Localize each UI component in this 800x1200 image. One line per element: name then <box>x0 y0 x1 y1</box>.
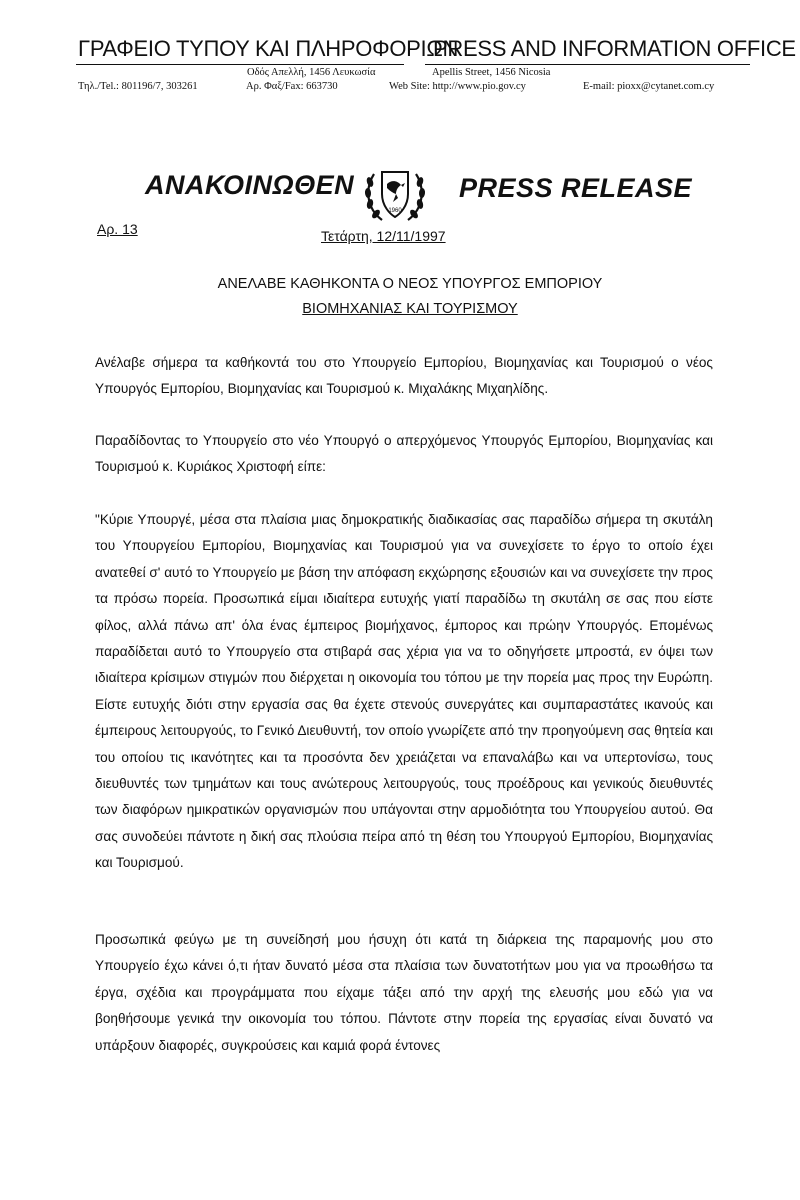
release-number: Αρ. 13 <box>97 221 138 237</box>
headline-line-2: ΒΙΟΜΗΧΑΝΙΑΣ ΚΑΙ ΤΟΥΡΙΣΜΟΥ <box>302 301 518 317</box>
greek-address: Οδός Απελλή, 1456 Λευκωσία <box>247 67 376 78</box>
svg-text:1960: 1960 <box>388 208 402 214</box>
release-date: Τετάρτη, 12/11/1997 <box>321 228 446 244</box>
telephone: Τηλ./Tel.: 801196/7, 303261 <box>78 81 198 92</box>
fax: Αρ. Φαξ/Fax: 663730 <box>246 81 338 92</box>
body-paragraph-2: Παραδίδοντας το Υπουργείο στο νέο Υπουργό ο απερχόμενος Υπουργός Εμπορίου, Βιομηχανίας και Τουρισμού κ. Κυριάκος Χριστοφή είπε: <box>95 433 713 475</box>
body-paragraph-4: Προσωπικά φεύγω με τη συνείδησή μου ήσυχη ότι κατά τη διάρκεια της παραμονής μου στο Υπουργείο έχω κάνει ό,τι ήταν δυνατό μέσα στα πλαίσια των δυνατοτήτων μου για να προωθήσω τα έργα, σχέδια και προγράμματα που είχαμε τάξει από την αρχή της ελευσής μου εδώ για να βοηθήσουμε γενικά την οικονομία του τόπου. Πάντοτε στην πορεία της εργασίας είναι δυνατό να υπάρξουν διαφορές, συγκρούσεις και καμιά φορά έντονες <box>95 932 713 1053</box>
website: Web Site: http://www.pio.gov.cy <box>389 81 526 92</box>
english-office-name: PRESS AND INFORMATION OFFICE <box>433 36 796 61</box>
letterhead-rule-right <box>425 64 750 65</box>
letterhead-rule-left <box>76 64 404 65</box>
greek-press-release-title: ΑΝΑΚΟΙΝΩΘΕΝ <box>145 170 355 200</box>
coat-of-arms-icon <box>360 160 430 230</box>
headline-line-1: ΑΝΕΛΑΒΕ ΚΑΘΗΚΟΝΤΑ Ο ΝΕΟΣ ΥΠΟΥΡΓΟΣ ΕΜΠΟΡΙΟΥ <box>217 276 603 292</box>
body-paragraph-3: "Κύριε Υπουργέ, μέσα στα πλαίσια μιας δημοκρατικής διαδικασίας σας παραδίδω σήμερα τη σκυτάλη του Υπουργείου Εμπορίου, Βιομηχανίας και Τουρισμού για να συνεχίσετε το έργο το οποίο έχει ανατεθεί σ' αυτό το Υπουργείο με βάση την απόφαση εκχώρησης εξουσιών και να συνεχίσετε την προς τα πρόσω πορεία. Προσωπικά είμαι ιδιαίτερα ευτυχής γιατί παραδίδω τη σκυτάλη σε σας που είστε φίλος, αλλά πάνω απ' όλα ένας έμπειρος βιομήχανος, έμπορος και πρώην Υπουργός. Επομένως παραδίδεται αυτό το Υπουργείο στα στιβαρά σας χέρια για να το οδηγήσετε μπροστά, εν όψει των ιδιαίτερα κρίσιμων στιγμών που διέρχεται η οικονομία του τόπου με την πορεία μας προς την Ευρώπη. Είστε ευτυχής διότι στην εργασία σας θα έχετε στενούς συνεργάτες και συμπαραστάτες ικανούς και έμπειρους λειτουργούς, το Γενικό Διευθυντή, τον οποίο γνωρίζετε από την προηγούμενη σας θητεία και του οποίου τις ικανότητες και τα προσόντα δεν χρειάζεται να επαναλάβω και να υπερτονίσω, τους διευθυντές των τμημάτων και τους ανώτερους λειτουργούς, τους προέδρους και γενικούς διευθυντές των διαφόρων ημικρατικών οργανισμών που υπάγονται στην αρμοδιότητα του Υπουργείου αυτού. Θα σας συνοδεύει πάντοτε η δική σας πλούσια πείρα από τη θέση του Υπουργού Εμπορίου, Βιομηχανίας και Τουρισμού. <box>95 512 713 871</box>
email: E-mail: pioxx@cytanet.com.cy <box>583 81 715 92</box>
greek-office-name: ΓΡΑΦΕΙΟ ΤΥΠΟΥ ΚΑΙ ΠΛΗΡΟΦΟΡΙΩΝ <box>78 36 459 61</box>
english-address: Apellis Street, 1456 Nicosia <box>432 67 551 78</box>
english-press-release-title: PRESS RELEASE <box>459 173 693 203</box>
body-paragraph-1: Ανέλαβε σήμερα τα καθήκοντά του στο Υπουργείο Εμπορίου, Βιομηχανίας και Τουρισμού ο νέος Υπουργός Εμπορίου, Βιομηχανίας και Τουρισμού κ. Μιχαλάκης Μιχαηλίδης. <box>95 355 713 397</box>
